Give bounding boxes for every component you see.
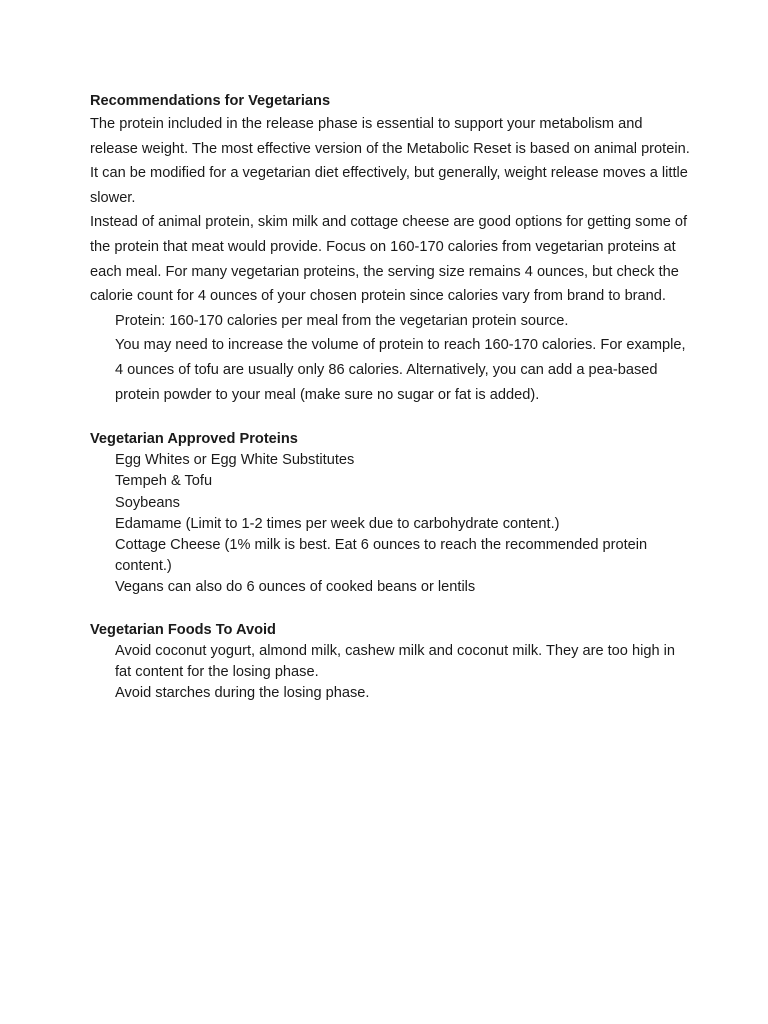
list-item: Soybeans [115,494,180,511]
section-heading-recommendations: Recommendations for Vegetarians [90,93,331,109]
list-item: Egg Whites or Egg White Substitutes [115,452,355,469]
list-item: Cottage Cheese (1% milk is best. Eat 6 ounces to reach the recommended protein content.) [115,536,648,575]
paragraph-alternatives: Instead of animal protein, skim milk and cottage cheese are good options for getting some of the protein that meat would provide. Focus on 160-170 calories from vegetarian proteins at each meal. For many vegetarian proteins, the serving size remains 4 ounces, but check the calorie count for 4 ounces of your chosen protein since calories vary from brand to brand. [90,214,688,305]
list-item: You may need to increase the volume of protein to reach 160-170 calories. For example, 4 ounces of tofu are usually only 86 calories. Alternatively, you can add a pea-based protein powder to your meal (make sure no sugar or fat is added). [115,337,686,403]
list-item: Edamame (Limit to 1-2 times per week due to carbohydrate content.) [115,515,560,532]
list-item: Protein: 160-170 calories per meal from the vegetarian protein source. [115,312,569,329]
foods-to-avoid-list [90,641,690,705]
section-foods-to-avoid [90,620,690,705]
document-content [90,91,690,704]
section-heading-approved-proteins: Vegetarian Approved Proteins [90,431,298,448]
list-item: Vegans can also do 6 ounces of cooked beans or lentils [115,579,476,596]
protein-notes-list [90,309,690,407]
section-recommendations [90,91,690,407]
approved-proteins-list [90,450,690,598]
section-heading-foods-to-avoid: Vegetarian Foods To Avoid [90,621,276,638]
list-item: Avoid starches during the losing phase. [115,684,370,701]
list-item: Avoid coconut yogurt, almond milk, cashew milk and coconut milk. They are too high in fat content for the losing phase. [115,642,675,680]
paragraph-intro: The protein included in the release phase is essential to support your metabolism and release weight. The most effective version of the Metabolic Reset is based on animal protein. It can be modified for a vegetarian diet effectively, but generally, weight release moves a little slower. [90,116,690,206]
section-approved-proteins [90,429,690,598]
list-item: Tempeh & Tofu [115,473,213,490]
